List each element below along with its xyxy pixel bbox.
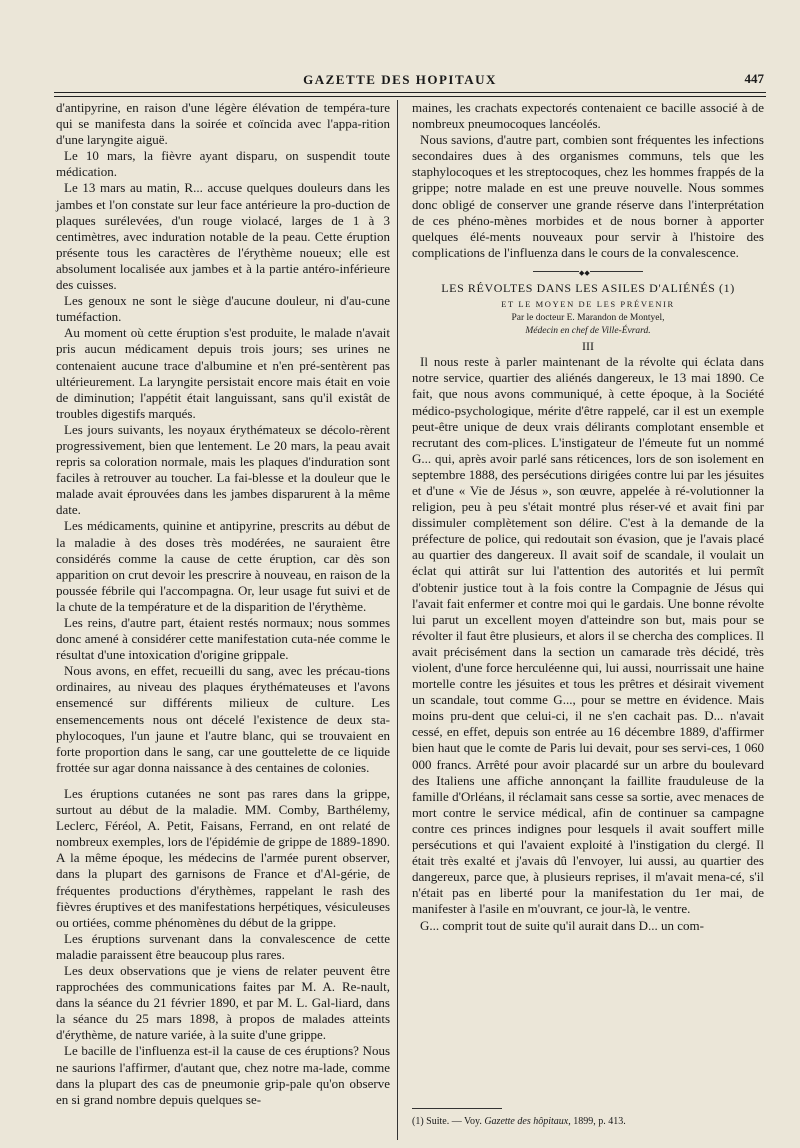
- paragraph: maines, les crachats expectorés contenaient ce bacille associé à de nombreux pneumocoques lancéolés.: [412, 100, 764, 132]
- paragraph: Les jours suivants, les noyaux érythémateux se décolo-rèrent progressivement, bien que lentement. Le 20 mars, la peau avait repris sa coloration normale, mais les plaques d'induration sont faciles à retrouver au toucher. La fai-blesse et la douleur que le malade avait éprouvées dans les jambes disparurent à la même date.: [56, 421, 390, 518]
- article-subtitle: ET LE MOYEN DE LES PRÉVENIR: [501, 299, 675, 310]
- paragraph: Le 10 mars, la fièvre ayant disparu, on suspendit toute médication.: [56, 148, 390, 180]
- column-divider: [397, 100, 398, 1140]
- footnote-rule: [412, 1108, 502, 1109]
- article-separator: [533, 271, 643, 272]
- footnote-source: Gazette des hôpitaux: [484, 1116, 569, 1127]
- paragraph: Les reins, d'autre part, étaient restés normaux; nous sommes donc amené à considérer cette manifestation cuta-née comme le résultat d'une intoxication d'origine grippale.: [56, 615, 390, 663]
- paragraph: Il nous reste à parler maintenant de la révolte qui éclata dans notre service, quartier des aliénés dangereux, le 13 mai 1890. Ce fait, que nous avons communiqué, à cette époque, à la Société médico-psychologique, mérite d'être rappelé, car il est un exemple peut-être unique de deux vrais délirants complotant ensemble et recrutant des com-plices. L'instigateur de l'émeute fut un nommé G... qui, après avoir parlé sans réticences, lors de son isolement en septembre 1888, des persécutions dirigées contre lui par les jésuites et d'une « Vie de Jésus », son œuvre, appelée à ré-volutionner la religion, peu à peu s'était montré plus réser-vé et avait fini par dissimuler complètement son délire. C'est à la demande de la préfecture de police, qui redoutait son évasion, que je l'avais placé au quartier des dangereux. Il avait soif de scandale, il voulait un éclat qui attirât sur lui l'attention des autorités et lui permît d'obtenir justice tout à la fois contre la Compagnie de Jésus qui l'avait fait enfermer et contre moi qui le gardais. Une bonne révolte lui parut un excellent moyen d'atteindre son but, mais pour se révolter il faut être plusieurs, et alors il se chercha des complices. Il avait précisément dans la section un camarade très décidé, très violent, d'une force herculéenne qui, lui aussi, nourrissait une haine mortelle contre les jésuites et tous les prêtres et désirait vivement un scandale, tout comme G..., pour se mettre en évidence. Mais moins pru-dent que celui-ci, il ne s'en cachait pas. D... n'avait cessé, en effet, depuis son entrée au 16 décembre 1889, d'affirmer bien haut que le comte de Paris lui devait, pour ses servi-ces, 1 060 000 francs. Arrêté pour avoir placardé sur un arbre du boulevard des Italiens une affiche annonçant la faillite frauduleuse de la famille d'Orléans, il réclamait sans cesse sa sortie, avec menaces de mort contre le service médical, afin de continuer sa campagne contre ces princes indignes pour lesquels il avait souffert mille persécutions et qui l'avaient exploité à l'instigation du clergé. Il était très exalté et j'avais dû l'envoyer, lui aussi, au quartier des dangereux, parce que, à plusieurs reprises, il m'avait mena-cé, s'il n'était pas en liberté pour la manifestation du 1er mai, de manifester à l'asile en m'ouvrant, ce jour-là, le ventre.: [412, 354, 764, 917]
- paragraph: Le bacille de l'influenza est-il la cause de ces éruptions? Nous ne saurions l'affirmer, d'autant que, chez notre ma-lade, comme dans la plupart des cas de pneumonie grip-pale qu'on observe en si grand nombre depuis quelques se-: [56, 1043, 390, 1107]
- article-byline: Par le docteur E. Marandon de Montyel,: [511, 313, 665, 324]
- article-title: LES RÉVOLTES DANS LES ASILES D'ALIÉNÉS (1): [441, 280, 735, 295]
- footnote-tail: , 1899, p. 413.: [568, 1116, 626, 1127]
- running-header: [0, 66, 800, 88]
- journal-title: GAZETTE DES HOPITAUX: [303, 72, 497, 87]
- paragraph: Les deux observations que je viens de relater peuvent être rapprochées des communications faites par M. A. Re-nault, dans la séance du 21 février 1890, et par M. L. Gal-liard, dans la séance du 25 mars 1898, à propos de malades atteints d'érythème, de nature variée, à la suite d'une grippe.: [56, 962, 390, 1043]
- right-column: [412, 100, 764, 934]
- paragraph: Au moment où cette éruption s'est produite, le malade n'avait pris aucun médicament depuis trois jours; ses urines ne contenaient aucune trace d'albumine et n'en pré-sentèrent pas ultérieurement. La laryngite persistait encore mais était en voie de diminution; l'appétit était languissant, sans qu'il existât de troubles digestifs marqués.: [56, 325, 390, 421]
- paragraph: Les éruptions cutanées ne sont pas rares dans la grippe, surtout au début de la maladie. MM. Comby, Barthélemy, Leclerc, Féréol, A. Petit, Faisans, Ferrand, en ont relaté de nombreux exemples, lors de l'épidémie de grippe de 1889-1890. A la même époque, les médecins de l'armée purent observer, dans la plupart des garnisons de France et d'Al-gérie, de fréquentes productions d'érythèmes, rappelant le rash des fièvres éruptives et des manifestations herpétiques, vésiculeuses ou ortiées, comme phénomènes du début de la grippe.: [56, 785, 390, 930]
- paragraph: Les éruptions survenant dans la convalescence de cette maladie paraissent être beaucoup plus rares.: [56, 930, 390, 962]
- header-rule-thin: [54, 96, 766, 97]
- footnote: [412, 1116, 626, 1127]
- section-number: III: [582, 339, 594, 354]
- footnote-lead: (1) Suite. — Voy.: [412, 1116, 485, 1127]
- paragraph: Les genoux ne sont le siège d'aucune douleur, ni d'au-cune tuméfaction.: [56, 293, 390, 325]
- page-number: 447: [744, 71, 764, 86]
- paragraph: Nous avons, en effet, recueilli du sang, avec les précau-tions ordinaires, au niveau des plaques érythémateuses et l'avons ensemencé sur différents milieux de culture. Les ensemencements nous ont décelé l'existence de deux sta-phylocoques, l'un jaune et l'autre blanc, qui se trouvaient en forte proportion dans le sang, car une gouttelette de ce liquide frottée sur agar donna naissance à des centaines de colonies.: [56, 663, 390, 775]
- paragraph-gap: [56, 776, 390, 786]
- header-rule-thick: [54, 92, 766, 93]
- paragraph: Les médicaments, quinine et antipyrine, prescrits au début de la maladie à des doses très modérées, ne sauraient être considérés comme la cause de cette éruption, car dès son apparition on crut devoir les prescrire à nouveau, en raison de la poussée fébrile qui l'accompagna. Or, leur usage fut suivi et de la chute de la température et de la disparition de l'érythème.: [56, 518, 390, 614]
- article-affiliation: Médecin en chef de Ville-Évrard.: [525, 326, 651, 337]
- paragraph: d'antipyrine, en raison d'une légère élévation de tempéra-ture qui se manifesta dans la soirée et coïncida avec l'appa-rition d'une laryngite aiguë.: [56, 100, 390, 148]
- left-column: [56, 100, 390, 1108]
- paragraph: Le 13 mars au matin, R... accuse quelques douleurs dans les jambes et l'on constate sur leur face antérieure la pro-duction de plaques surélevées, d'un rouge violacé, larges de 1 à 3 centimètres, avec induration notable de la peau. Cette éruption présente tous les caractères de l'érythème noueux; elle est absolument localisée aux jambes et à la partie antéro-inférieure des cuisses.: [56, 180, 390, 293]
- paragraph: G... comprit tout de suite qu'il aurait dans D... un com-: [420, 917, 704, 933]
- paragraph: Nous savions, d'autre part, combien sont fréquentes les infections secondaires dues à des organismes communs, tels que les staphylocoques et les streptocoques, chez les hommes frappés de la grippe; notre malade en est une preuve nouvelle. Nous sommes donc obligé de conserver une grande réserve dans l'interprétation de ces phéno-mènes morbides et de nous borner à apporter quelques élé-ments nouveaux pour servir à l'histoire des complications de l'influenza dans le cours de la convalescence.: [412, 132, 764, 260]
